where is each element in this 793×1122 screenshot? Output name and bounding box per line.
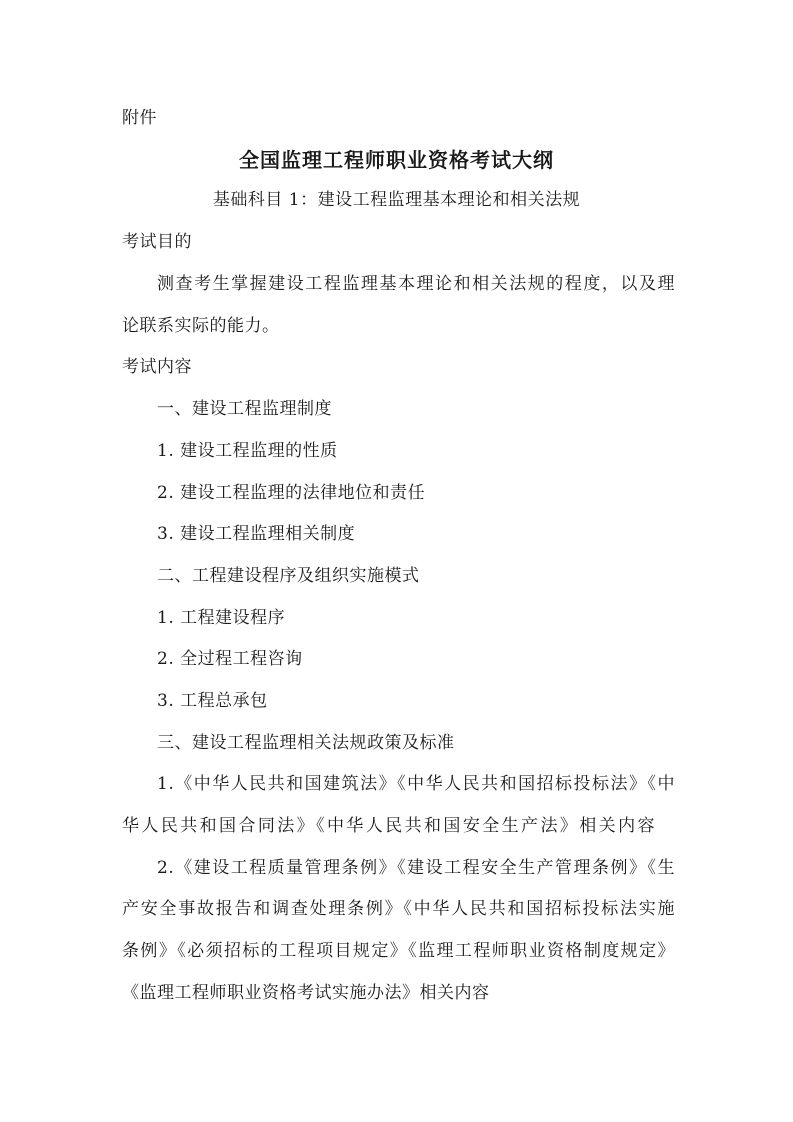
- part3-item-2-line-3: 条例》《必须招标的工程项目规定》《监理工程师职业资格制度规定》: [122, 941, 675, 961]
- part2-item-2: 2. 全过程工程咨询: [157, 649, 303, 669]
- part1-item-2: 2. 建设工程监理的法律地位和责任: [157, 483, 426, 503]
- part3-item-2-line-4: 《监理工程师职业资格考试实施办法》相关内容: [122, 983, 490, 1003]
- attachment-label: 附件: [122, 108, 157, 128]
- part3-item-2-line-1: 2.《建设工程质量管理条例》《建设工程安全生产管理条例》《生: [157, 858, 675, 878]
- document-title: 全国监理工程师职业资格考试大纲: [239, 148, 554, 172]
- purpose-paragraph-line-1: 测查考生掌握建设工程监理基本理论和相关法规的程度，以及理: [157, 274, 675, 294]
- part1-item-1: 1. 建设工程监理的性质: [157, 441, 338, 461]
- section-heading-purpose: 考试目的: [122, 232, 192, 252]
- part2-item-1: 1. 工程建设程序: [157, 608, 286, 628]
- part3-item-1-line-2: 华人民共和国合同法》《中华人民共和国安全生产法》相关内容: [122, 816, 655, 836]
- document-subtitle: 基础科目 1：建设工程监理基本理论和相关法规: [212, 190, 581, 210]
- part1-item-3: 3. 建设工程监理相关制度: [157, 524, 356, 544]
- purpose-paragraph-line-2: 论联系实际的能力。: [122, 316, 280, 336]
- part3-item-2-line-2: 产安全事故报告和调查处理条例》《中华人民共和国招标投标法实施: [122, 899, 675, 919]
- part2-item-3: 3. 工程总承包: [157, 691, 268, 711]
- part1-heading: 一、建设工程监理制度: [157, 399, 332, 419]
- part2-heading: 二、工程建设程序及组织实施模式: [157, 566, 420, 586]
- part3-heading: 三、建设工程监理相关法规政策及标准: [157, 733, 455, 753]
- section-heading-content: 考试内容: [122, 357, 192, 377]
- part3-item-1-line-1: 1.《中华人民共和国建筑法》《中华人民共和国招标投标法》《中: [157, 774, 675, 794]
